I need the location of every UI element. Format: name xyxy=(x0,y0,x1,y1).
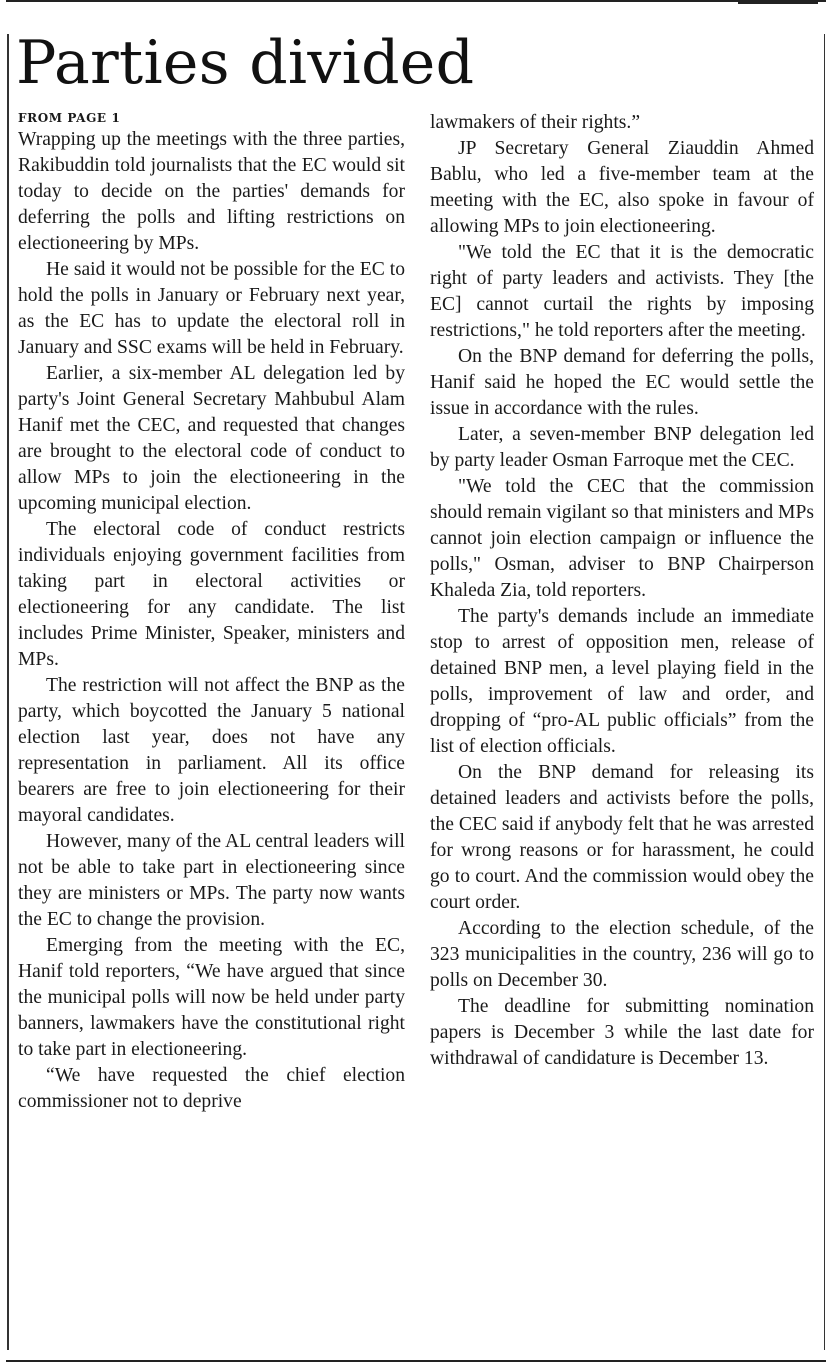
paragraph: JP Secretary General Ziauddin Ahmed Bablu, who led a five-member team at the meeting with the EC, also spoke in favour of allowing MPs to join electioneering. xyxy=(430,138,814,237)
article-column-right xyxy=(430,110,814,1072)
left-border-rule xyxy=(7,34,9,1350)
paragraph: “We have requested the chief election commissioner not to deprive xyxy=(18,1065,405,1112)
dateline: FROM PAGE 1 xyxy=(18,111,121,125)
paragraph: According to the election schedule, of the 323 municipalities in the country, 236 will go to polls on December 30. xyxy=(430,918,814,991)
paragraph: Wrapping up the meetings with the three parties, Rakibuddin told journalists that the EC would sit today to decide on the parties' demands for deferring the polls and lifting restrictions on electioneering by MPs. xyxy=(18,129,405,254)
paragraph: "We told the CEC that the commission should remain vigilant so that ministers and MPs cannot join election campaign or influence the polls," Osman, adviser to BNP Chairperson Khaleda Zia, told reporters. xyxy=(430,476,814,601)
paragraph: Earlier, a six-member AL delegation led by party's Joint General Secretary Mahbubul Alam Hanif met the CEC, and requested that changes are brought to the electoral code of conduct to allow MPs to join the electioneering in the upcoming municipal election. xyxy=(18,363,405,514)
paragraph: Later, a seven-member BNP delegation led by party leader Osman Farroque met the CEC. xyxy=(430,424,814,471)
article-headline: Parties divided xyxy=(16,28,475,98)
bottom-border-rule xyxy=(6,1360,826,1362)
paragraph: The deadline for submitting nomination papers is December 3 while the last date for withdrawal of candidature is December 13. xyxy=(430,996,814,1069)
paragraph: "We told the EC that it is the democratic right of party leaders and activists. They [the EC] cannot curtail the rights by imposing restrictions," he told reporters after the meeting. xyxy=(430,242,814,341)
paragraph: He said it would not be possible for the EC to hold the polls in January or February next year, as the EC has to update the electoral roll in January and SSC exams will be held in February. xyxy=(18,259,405,358)
top-corner-tab xyxy=(738,0,818,4)
paragraph: The restriction will not affect the BNP as the party, which boycotted the January 5 national election last year, does not have any representation in parliament. All its office bearers are free to join electioneering for their mayoral candidates. xyxy=(18,675,405,826)
paragraph: On the BNP demand for deferring the polls, Hanif said he hoped the EC would settle the issue in accordance with the rules. xyxy=(430,346,814,419)
article-column-left xyxy=(18,110,405,1115)
right-border-rule xyxy=(824,34,826,1350)
paragraph: Emerging from the meeting with the EC, Hanif told reporters, “We have argued that since the municipal polls will now be held under party banners, lawmakers have the constitutional right to take part in electioneering. xyxy=(18,935,405,1060)
paragraph: The electoral code of conduct restricts individuals enjoying government facilities from taking part in electoral activities or electioneering for any candidate. The list includes Prime Minister, Speaker, ministers and MPs. xyxy=(18,519,405,670)
paragraph: lawmakers of their rights.” xyxy=(430,112,641,133)
paragraph: However, many of the AL central leaders will not be able to take part in electioneering since they are ministers or MPs. The party now wants the EC to change the provision. xyxy=(18,831,405,930)
paragraph: The party's demands include an immediate stop to arrest of opposition men, release of detained BNP men, a level playing field in the polls, improvement of law and order, and dropping of “pro-AL public officials” from the list of election officials. xyxy=(430,606,814,757)
paragraph: On the BNP demand for releasing its detained leaders and activists before the polls, the CEC said if anybody felt that he was arrested for wrong reasons or for harassment, he could go to court. And the commission would obey the court order. xyxy=(430,762,814,913)
top-border-rule xyxy=(6,0,826,2)
